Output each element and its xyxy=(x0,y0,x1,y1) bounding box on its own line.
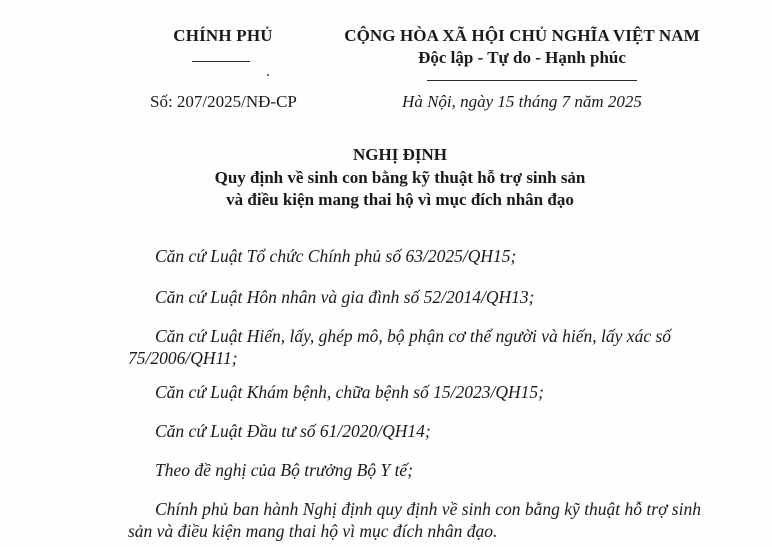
document-type: NGHỊ ĐỊNH xyxy=(353,145,447,164)
document-subject xyxy=(0,167,772,211)
legal-basis-paragraph: Căn cứ Luật Hiến, lấy, ghép mô, bộ phận cơ thể người và hiến, lấy xác số 75/2006/QH11; xyxy=(128,326,672,368)
enactment-paragraph: Chính phủ ban hành Nghị định quy định về sinh con bằng kỹ thuật hỗ trợ sinh sản và điều kiện mang thai hộ vì mục đích nhân đạo. xyxy=(128,499,701,541)
subject-line-2: và điều kiện mang thai hộ vì mục đích nhân đạo xyxy=(226,190,574,209)
motto-underline xyxy=(427,80,637,81)
national-motto: Độc lập - Tự do - Hạnh phúc xyxy=(418,48,626,67)
legal-basis-paragraph: Căn cứ Luật Khám bệnh, chữa bệnh số 15/2023/QH15; xyxy=(155,382,544,402)
subject-line-1: Quy định về sinh con bằng kỹ thuật hỗ trợ sinh sản xyxy=(214,168,586,187)
legal-basis-paragraph: Căn cứ Luật Tổ chức Chính phủ số 63/2025/QH15; xyxy=(155,246,517,266)
national-title: CỘNG HÒA XÃ HỘI CHỦ NGHĨA VIỆT NAM xyxy=(344,26,700,45)
legal-basis-paragraph: Căn cứ Luật Hôn nhân và gia đình số 52/2014/QH13; xyxy=(155,287,535,307)
document-number: Số: 207/2025/NĐ-CP xyxy=(150,92,297,111)
scan-speck xyxy=(267,74,269,76)
place-and-date: Hà Nội, ngày 15 tháng 7 năm 2025 xyxy=(402,92,642,111)
legal-basis-paragraph: Căn cứ Luật Đầu tư số 61/2020/QH14; xyxy=(155,421,431,441)
proposal-paragraph: Theo đề nghị của Bộ trưởng Bộ Y tế; xyxy=(155,460,414,480)
issuing-body: CHÍNH PHỦ xyxy=(173,26,273,45)
issuer-underline xyxy=(192,61,250,62)
